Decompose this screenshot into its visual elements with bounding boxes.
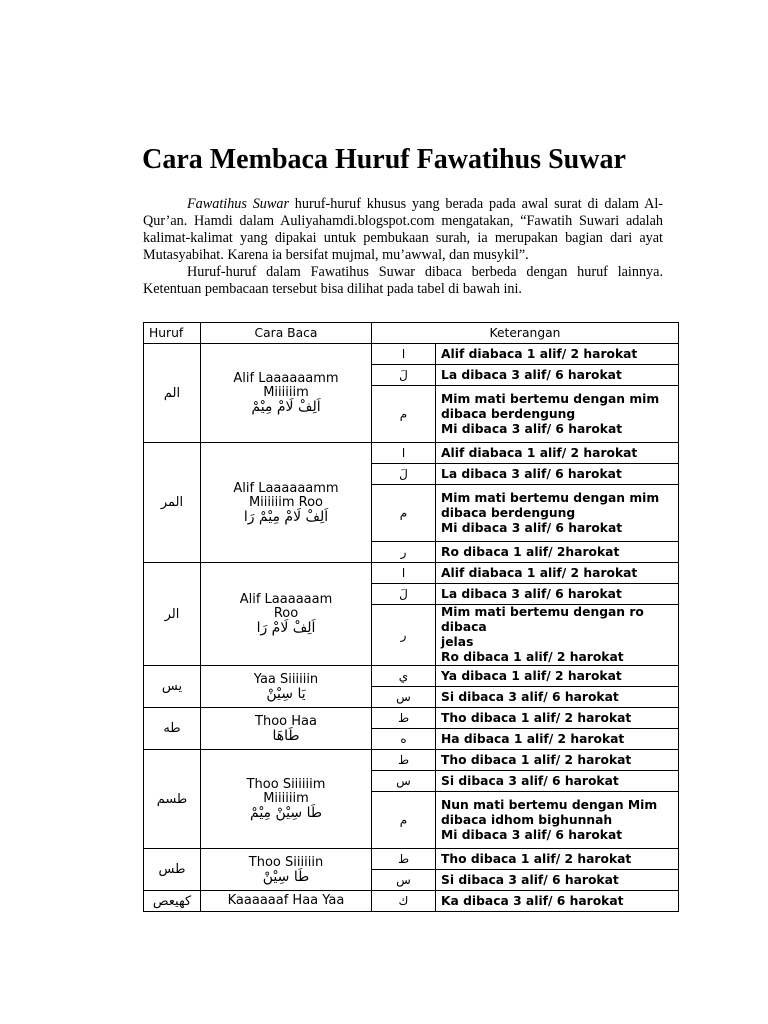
cara-baca-latin: Alif Laaaaaamm bbox=[233, 371, 339, 386]
cara-baca-latin: Yaa Siiiiiin bbox=[253, 671, 319, 687]
harf-cell: ط bbox=[372, 750, 436, 771]
cara-baca-cell bbox=[201, 891, 372, 912]
keterangan-cell bbox=[436, 365, 679, 386]
table-row bbox=[144, 849, 679, 870]
keterangan-cell bbox=[436, 443, 679, 464]
harf-cell: ط bbox=[372, 708, 436, 729]
keterangan-line: Alif diabaca 1 alif/ 2 harokat bbox=[441, 346, 638, 361]
harf-cell: ا bbox=[372, 443, 436, 464]
keterangan-cell bbox=[436, 792, 679, 849]
harf-cell: م bbox=[372, 386, 436, 443]
keterangan-line: Ro dibaca 1 alif/ 2harokat bbox=[441, 544, 620, 559]
cara-baca-latin: Thoo Haa bbox=[255, 713, 317, 729]
page-title: Cara Membaca Huruf Fawatihus Suwar bbox=[142, 144, 626, 175]
cara-baca-arabic: طَا سِيْنْ bbox=[262, 868, 310, 885]
intro-paragraph-1 bbox=[143, 196, 663, 264]
header-huruf: Huruf bbox=[144, 323, 201, 344]
cara-baca-cell bbox=[201, 443, 372, 563]
keterangan-line: dibaca berdengung bbox=[441, 505, 576, 520]
table-row bbox=[144, 708, 679, 729]
cara-baca-arabic: اَلِفْ لَامْ مِيْمْ رَا bbox=[243, 508, 329, 525]
keterangan-cell bbox=[436, 584, 679, 605]
keterangan-line: Mim mati bertemu dengan mim bbox=[441, 490, 660, 505]
keterangan-cell bbox=[436, 771, 679, 792]
cara-baca-arabic: طَاهَا bbox=[272, 727, 300, 744]
cara-baca-cell bbox=[201, 563, 372, 666]
huruf-cell: طس bbox=[144, 849, 201, 891]
huruf-cell: طسم bbox=[144, 750, 201, 849]
keterangan-cell bbox=[436, 849, 679, 870]
keterangan-cell bbox=[436, 687, 679, 708]
keterangan-cell bbox=[436, 485, 679, 542]
cara-baca-latin: Alif Laaaaaam bbox=[239, 592, 333, 607]
cara-baca-latin: Kaaaaaaf Haa Yaa bbox=[227, 893, 345, 908]
keterangan-line: Alif diabaca 1 alif/ 2 harokat bbox=[441, 565, 638, 580]
header-keterangan: Keterangan bbox=[372, 323, 679, 344]
keterangan-line: Tho dibaca 1 alif/ 2 harokat bbox=[441, 752, 632, 767]
keterangan-line: Ya dibaca 1 alif/ 2 harokat bbox=[441, 668, 622, 683]
keterangan-cell bbox=[436, 344, 679, 365]
keterangan-line: La dibaca 3 alif/ 6 harokat bbox=[441, 367, 622, 382]
keterangan-line: La dibaca 3 alif/ 6 harokat bbox=[441, 466, 622, 481]
keterangan-line: dibaca berdengung bbox=[441, 406, 576, 421]
header-cara-baca: Cara Baca bbox=[201, 323, 372, 344]
keterangan-cell bbox=[436, 666, 679, 687]
cara-baca-arabic: يَا سِيْنْ bbox=[266, 685, 306, 702]
harf-cell: س bbox=[372, 771, 436, 792]
table-row bbox=[144, 344, 679, 365]
harf-cell: ك bbox=[372, 891, 436, 912]
keterangan-line: dibaca idhom bighunnah bbox=[441, 812, 613, 827]
cara-baca-cell bbox=[201, 666, 372, 708]
keterangan-line: jelas bbox=[441, 635, 474, 649]
keterangan-cell bbox=[436, 708, 679, 729]
huruf-cell: الر bbox=[144, 563, 201, 666]
intro-term: Fawatihus Suwar bbox=[187, 196, 289, 212]
keterangan-cell bbox=[436, 729, 679, 750]
keterangan-line: Tho dibaca 1 alif/ 2 harokat bbox=[441, 710, 632, 725]
table-row bbox=[144, 563, 679, 584]
harf-cell: س bbox=[372, 870, 436, 891]
keterangan-line: Mim mati bertemu dengan ro dibaca bbox=[441, 605, 644, 634]
cara-baca-latin: Alif Laaaaaamm bbox=[233, 480, 339, 496]
huruf-cell: الم bbox=[144, 344, 201, 443]
harf-cell: ه bbox=[372, 729, 436, 750]
harf-cell: ط bbox=[372, 849, 436, 870]
table-body bbox=[144, 344, 679, 912]
keterangan-line: Mi dibaca 3 alif/ 6 harokat bbox=[441, 827, 623, 842]
intro-paragraph-2: Huruf-huruf dalam Fawatihus Suwar dibaca berbeda dengan huruf lainnya. Ketentuan pembacaan tersebut bisa dilihat pada tabel di bawah ini. bbox=[143, 264, 663, 297]
keterangan-line: Mim mati bertemu dengan mim bbox=[441, 391, 660, 406]
cara-baca-cell bbox=[201, 708, 372, 750]
keterangan-line: Mi dibaca 3 alif/ 6 harokat bbox=[441, 520, 623, 535]
cara-baca-latin-2: Roo bbox=[273, 606, 299, 621]
harf-cell: س bbox=[372, 687, 436, 708]
table-row bbox=[144, 666, 679, 687]
table-row bbox=[144, 443, 679, 464]
keterangan-line: Si dibaca 3 alif/ 6 harokat bbox=[441, 773, 619, 788]
keterangan-cell bbox=[436, 870, 679, 891]
keterangan-line: Si dibaca 3 alif/ 6 harokat bbox=[441, 872, 619, 887]
keterangan-cell bbox=[436, 542, 679, 563]
keterangan-line: Ka dibaca 3 alif/ 6 harokat bbox=[441, 893, 624, 908]
cara-baca-latin-2: Miiiiiim bbox=[263, 791, 309, 806]
harf-cell: لَ bbox=[372, 584, 436, 605]
huruf-cell: المر bbox=[144, 443, 201, 563]
keterangan-cell bbox=[436, 891, 679, 912]
keterangan-cell bbox=[436, 464, 679, 485]
keterangan-line: Ro dibaca 1 alif/ 2 harokat bbox=[441, 650, 624, 664]
keterangan-cell bbox=[436, 605, 679, 666]
cara-baca-arabic: اَلِفْ لَامْ رَا bbox=[256, 620, 316, 636]
cara-baca-cell bbox=[201, 344, 372, 443]
huruf-cell: يس bbox=[144, 666, 201, 708]
harf-cell: لَ bbox=[372, 464, 436, 485]
keterangan-line: Mi dibaca 3 alif/ 6 harokat bbox=[441, 421, 623, 436]
harf-cell: م bbox=[372, 485, 436, 542]
cara-baca-latin-2: Miiiiiim Roo bbox=[248, 494, 324, 510]
harf-cell: ر bbox=[372, 542, 436, 563]
intro-text bbox=[143, 196, 663, 298]
keterangan-line: Nun mati bertemu dengan Mim bbox=[441, 797, 658, 812]
harf-cell: ا bbox=[372, 563, 436, 584]
huruf-cell: طه bbox=[144, 708, 201, 750]
keterangan-line: Alif diabaca 1 alif/ 2 harokat bbox=[441, 445, 638, 460]
intro-paragraph-1-text: huruf-huruf khusus yang berada pada awal surat di dalam Al-Qur’an. Hamdi dalam Auliyahamdi.blogspot.com mengatakan, “Fawatih Suwari adalah kalimat-kalimat yang dipakai untuk pembukaan surah, ia merupakan bagian dari ayat Mutasyabihat. Karena ia bersifat mujmal, mu’awwal, dan musykil”. bbox=[143, 196, 663, 263]
harf-cell: ي bbox=[372, 666, 436, 687]
table-row bbox=[144, 750, 679, 771]
keterangan-cell bbox=[436, 750, 679, 771]
cara-baca-arabic: طَا سِيْنْ مِيْمْ bbox=[250, 805, 322, 821]
keterangan-line: La dibaca 3 alif/ 6 harokat bbox=[441, 586, 622, 601]
keterangan-line: Tho dibaca 1 alif/ 2 harokat bbox=[441, 851, 632, 866]
table-row bbox=[144, 891, 679, 912]
cara-baca-arabic: اَلِفْ لَامْ مِيْمْ bbox=[251, 399, 321, 415]
keterangan-cell bbox=[436, 386, 679, 443]
cara-baca-cell bbox=[201, 750, 372, 849]
keterangan-line: Si dibaca 3 alif/ 6 harokat bbox=[441, 689, 619, 704]
huruf-cell: كهيعص bbox=[144, 891, 201, 912]
fawatihus-table bbox=[143, 322, 679, 912]
table-header-row bbox=[144, 323, 679, 344]
harf-cell: م bbox=[372, 792, 436, 849]
keterangan-cell bbox=[436, 563, 679, 584]
cara-baca-cell bbox=[201, 849, 372, 891]
cara-baca-latin: Thoo Siiiiiin bbox=[248, 854, 324, 870]
cara-baca-latin-2: Miiiiiim bbox=[263, 385, 309, 400]
cara-baca-latin: Thoo Siiiiiim bbox=[246, 777, 326, 792]
keterangan-line: Ha dibaca 1 alif/ 2 harokat bbox=[441, 731, 625, 746]
harf-cell: ر bbox=[372, 605, 436, 666]
harf-cell: ا bbox=[372, 344, 436, 365]
harf-cell: لَ bbox=[372, 365, 436, 386]
